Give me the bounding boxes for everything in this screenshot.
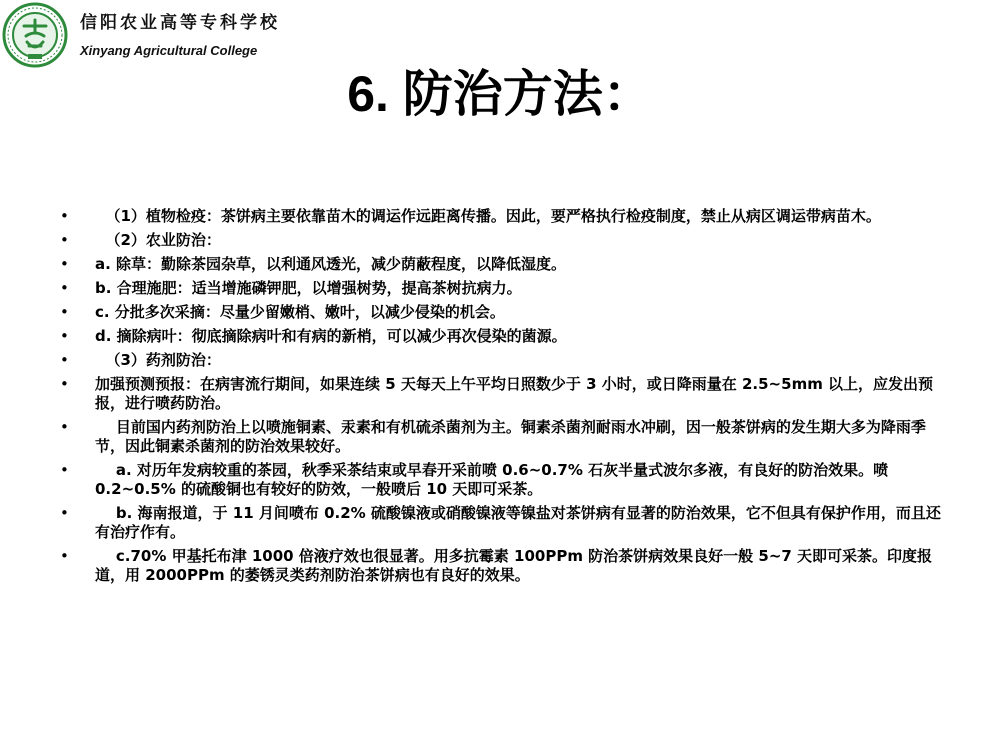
bullet-text: （2）农业防治： — [95, 231, 221, 249]
bullet-item — [60, 547, 955, 585]
bullet-dot-icon: • — [60, 303, 69, 321]
slide-title: 6. 防治方法： — [347, 66, 653, 122]
bullet-dot-icon: • — [60, 504, 69, 522]
bullet-text: （1）植物检疫：茶饼病主要依靠苗木的调运作远距离传播。因此，要严格执行检疫制度，禁止从病区调运带病苗木。 — [95, 207, 881, 225]
bullet-text: c.70% 甲基托布津 1000 倍液疗效也很显著。用多抗霉素 100PPm 防治茶饼病效果良好一般 5~7 天即可采茶。印度报道，用 2000PPm 的萎锈灵类药剂防治茶饼病也有良好的效果。 — [95, 547, 933, 584]
bullet-dot-icon: • — [60, 207, 69, 225]
college-name-english: Xinyang Agricultural College — [80, 43, 258, 58]
bullet-dot-icon: • — [60, 461, 69, 479]
bullet-text: b. 合理施肥：适当增施磷钾肥，以增强树势，提高茶树抗病力。 — [95, 279, 522, 297]
bullet-dot-icon: • — [60, 255, 69, 273]
bullet-dot-icon: • — [60, 547, 69, 565]
bullet-item — [60, 351, 955, 370]
bullet-dot-icon: • — [60, 375, 69, 393]
bullet-item — [60, 207, 955, 226]
bullet-item — [60, 461, 955, 499]
bullet-list — [60, 207, 955, 590]
bullet-item — [60, 327, 955, 346]
bullet-dot-icon: • — [60, 279, 69, 297]
bullet-item — [60, 375, 955, 413]
bullet-text: a. 除草：勤除茶园杂草，以利通风透光，减少荫蔽程度，以降低湿度。 — [95, 255, 567, 273]
bullet-item — [60, 418, 955, 456]
bullet-text: 目前国内药剂防治上以喷施铜素、汞素和有机硫杀菌剂为主。铜素杀菌剂耐雨水冲刷，因一般茶饼病的发生期大多为降雨季节，因此铜素杀菌剂的防治效果较好。 — [95, 418, 926, 455]
bullet-text: d. 摘除病叶：彻底摘除病叶和有病的新梢，可以减少再次侵染的菌源。 — [95, 327, 567, 345]
bullet-item — [60, 255, 955, 274]
college-name-chinese: 信阳农业高等专科学校 — [80, 13, 280, 33]
bullet-text: 加强预测预报：在病害流行期间，如果连续 5 天每天上午平均日照数少于 3 小时，或日降雨量在 2.5~5mm 以上，应发出预报，进行喷药防治。 — [95, 375, 934, 412]
bullet-text: a. 对历年发病较重的茶园，秋季采茶结束或早春开采前喷 0.6~0.7% 石灰半量式波尔多液，有良好的防治效果。喷 0.2~0.5% 的硫酸铜也有较好的防效，一般喷后 10 天即可采茶。 — [95, 461, 894, 498]
bullet-dot-icon: • — [60, 418, 69, 436]
bullet-item — [60, 279, 955, 298]
bullet-item — [60, 303, 955, 322]
bullet-dot-icon: • — [60, 231, 69, 249]
bullet-text: c. 分批多次采摘：尽量少留嫩梢、嫩叶，以减少侵染的机会。 — [95, 303, 505, 321]
bullet-item — [60, 504, 955, 542]
bullet-item — [60, 231, 955, 250]
bullet-text: （3）药剂防治： — [95, 351, 221, 369]
bullet-text: b. 海南报道，于 11 月间喷布 0.2% 硫酸镍液或硝酸镍液等镍盐对茶饼病有显著的防治效果，它不但具有保护作用，而且还有治疗作有。 — [95, 504, 941, 541]
bullet-dot-icon: • — [60, 351, 69, 369]
bullet-dot-icon: • — [60, 327, 69, 345]
